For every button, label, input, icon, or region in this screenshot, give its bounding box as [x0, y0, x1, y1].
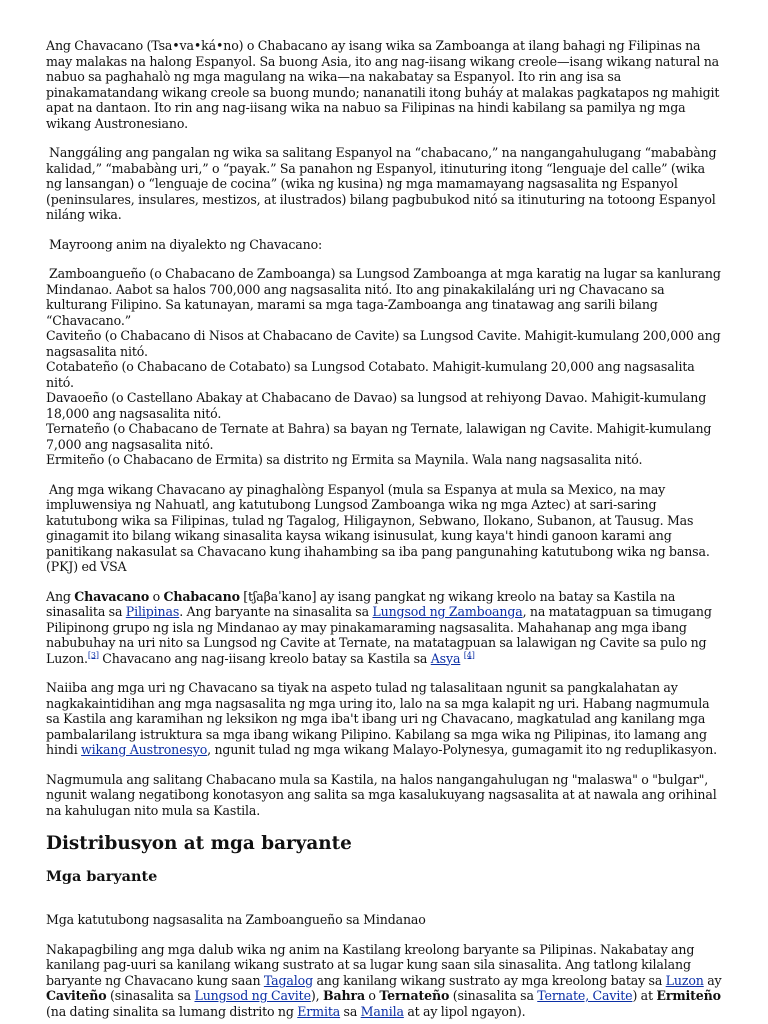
classification-paragraph: Nakapagbiling ang mga dalub wika ng anim na Kastilang kreolong baryante sa Pilipinas. Nakabatay ang kanilang pag-uuri sa kanilang wikang sustrato at sa lugar kung saan sila sinasalita. Ang tatlong kilalang baryante ng Chavacano kung saan Tagalog ang kanilang wikang sustrato ay mga kreolong batay sa Luzon ay Caviteño (sinasalita sa Lungsod ng Cavite), Bahra o Ternateño (sinasalita sa Ternate, Cavite) at Ermiteño (na dating sinalita sa lumang distrito ng Ermita sa Manila at ay lipol ngayon). [46, 941, 722, 1019]
term-caviteno: Caviteño [46, 988, 107, 1003]
dialect-count-paragraph: Mayroong anim na diyalekto ng Chavacano: [49, 236, 323, 252]
term-ternateno: Ternateño [379, 988, 450, 1003]
reference-link-3[interactable]: [3] [87, 650, 99, 660]
dialect-item-ermiteno: Ermiteño (o Chabacano de Ermita) sa distrito ng Ermita sa Maynila. Wala nang nagsasalita nitó. [46, 452, 643, 467]
link-lungsod-ng-zamboanga[interactable]: Lungsod ng Zamboanga [372, 604, 523, 619]
dialect-item-caviteno: Caviteño (o Chabacano di Nisos at Chabacano de Cavite) sa Lungsod Cavite. Mahigit-kumulang 200,000 ang nagsasalita nitó. [46, 328, 721, 359]
dialect-item-davaoeno: Davaoeño (o Castellano Abakay at Chabacano de Davao) sa lungsod at rehiyong Davao. Mahigit-kumulang 18,000 ang nagsasalita nitó. [46, 390, 707, 421]
document-page [46, 38, 722, 1019]
link-asya[interactable]: Asya [430, 650, 461, 666]
link-wikang-austronesyo[interactable]: wikang Austronesyo [81, 742, 208, 757]
link-luzon[interactable]: Luzon [665, 972, 704, 988]
image-caption: Mga katutubong nagsasalita na Zamboangueño sa Mindanao [46, 912, 426, 927]
link-lungsod-ng-cavite[interactable]: Lungsod ng Cavite [194, 988, 311, 1003]
mixture-paragraph: Ang mga wikang Chavacano ay pinaghalòng Espanyol (mula sa Espanya at mula sa Mexico, na may impluwensiya ng Nahuatl, ang katutubong Lungsod Zamboanga wika ng mga Aztec) at sari-saring katutubong wika sa Filipinas, tulad ng Tagalog, Hiligaynon, Sebwano, Ilokano, Subanon, at Tausug. Mas ginagamit ito bilang wikang sinasalita kaysa wikang isinusulat, kung kaya't hindi ganoon karami ang panitikang nakasulat sa Chavacano kung ihahambing sa iba pang pangunahing katutubong wika ng bansa. (PKJ) ed VSA [46, 481, 710, 574]
name-origin-paragraph: Nanggáling ang pangalan ng wika sa salitang Espanyol na “chabacano,” na nangangahulugang “mababàng kalidad,” “mababàng uri,” o “payak.” Sa panahon ng Espanyol, itinuturing itong “lenguaje del calle” (wika ng lansangan) o “lenguaje de cocina” (wika ng kusina) ng mga mamamayang nagsasalita ng Espanyol (peninsulares, insulares, mestizos, at ilustrados) bilang pagbubukod nitó sa itinuturing na totoong Espanyol niláng wika. [46, 145, 717, 222]
dialect-item-ternateno: Ternateño (o Chabacano de Ternate at Bahra) sa bayan ng Ternate, lalawigan ng Cavite. Mahigit-kumulang 7,000 ang nagsasalita nitó. [46, 421, 712, 452]
term-bahra: Bahra [322, 988, 365, 1003]
etymology-paragraph: Nagmumula ang salitang Chabacano mula sa Kastila, na halos nangangahulugan ng "malaswa" o "bulgar", ngunit walang negatibong konotasyon ang salita sa mga kasalukuyang nagsasalita at at nawala ang orihinal na kahulugan nito mula sa Kastila. [46, 771, 717, 818]
term-ermiteno: Ermiteño [656, 988, 721, 1003]
dialect-item-cotabateno: Cotabateño (o Chabacano de Cotabato) sa Lungsod Cotabato. Mahigit-kumulang 20,000 ang nagsasalita nitó. [46, 359, 695, 390]
reference-link-4[interactable]: [4] [463, 650, 475, 660]
term-chavacano: Chavacano [74, 588, 150, 604]
link-ermita[interactable]: Ermita [297, 1003, 341, 1019]
section-heading-distribusyon: Distribusyon at mga baryante [46, 833, 352, 854]
link-tagalog[interactable]: Tagalog [263, 972, 313, 988]
link-manila[interactable]: Manila [360, 1003, 404, 1019]
term-chabacano: Chabacano [163, 588, 240, 604]
varieties-paragraph: Naiiba ang mga uri ng Chavacano sa tiyak na aspeto tulad ng talasalitaan ngunit sa pangkalahatan ay nagkakaintidihan ang mga nagsasalita ng mga uring ito, lalo na sa mga kalapit ng uri. Habang nagmumula sa Kastila ang karamihan ng leksikon ng mga iba't ibang uri ng Chavacano, magkatulad ang kanilang mga pambalarilang istruktura sa mga ibang wikang Pilipino. Kabilang sa mga wika ng Pilipinas, ito lamang ang hindi wikang Austronesyo, ngunit tulad ng mga wikang Malayo-Polynesya, gumagamit ito ng reduplikasyon. [46, 680, 718, 757]
dialect-list [46, 266, 722, 468]
link-pilipinas[interactable]: Pilipinas [125, 604, 180, 619]
definition-paragraph: Ang Chavacano o Chabacano [tʃaβaˈkano] ay isang pangkat ng wikang kreolo na batay sa Kastila na sinasalita sa Pilipinas. Ang baryante na sinasalita sa Lungsod ng Zamboanga, na matatagpuan sa timugang Pilipinong grupo ng isla ng Mindanao ay may pinakamaraming nagsasalita. Mahahanap ang mga ibang nabubuhay na uri nito sa Lungsod ng Cavite at Ternate, na matatagpuan sa lalawigan ng Cavite sa pulo ng Luzon.[3] Chavacano ang nag-iisang kreolo batay sa Kastila sa Asya [4] [46, 588, 712, 666]
link-ternate-cavite[interactable]: Ternate, Cavite [537, 988, 633, 1003]
dialect-item-zamboangueno: Zamboangueño (o Chabacano de Zamboanga) sa Lungsod Zamboanga at mga karatig na lugar sa kanlurang Mindanao. Aabot sa halos 700,000 ang nagsasalita nitó. Ito ang pinakakilaláng uri ng Chavacano sa kulturang Filipino. Sa katunayan, marami sa mga taga-Zamboanga ang tinatawag ang sarili bilang “Chavacano.” [46, 266, 721, 328]
intro-paragraph: Ang Chavacano (Tsa•va•ká•no) o Chabacano ay isang wika sa Zamboanga at ilang bahagi ng Filipinas na may malakas na halong Espanyol. Sa buong Asia, ito ang nag-iisang wikang creole—isang wikang natural na nabuo sa paghahalò ng mga magulang na wika—na nakabatay sa Espanyol. Ito rin ang isa sa pinakamatandang wikang creole sa buong mundo; nananatili itong buháy at malakas pagkatapos ng mahigit apat na dantaon. Ito rin ang nag-iisang wika na nabuo sa Filipinas na hindi kabilang sa pamilya ng mga wikang Austronesiano. [46, 38, 720, 131]
subsection-heading-mga-baryante: Mga baryante [46, 868, 158, 885]
